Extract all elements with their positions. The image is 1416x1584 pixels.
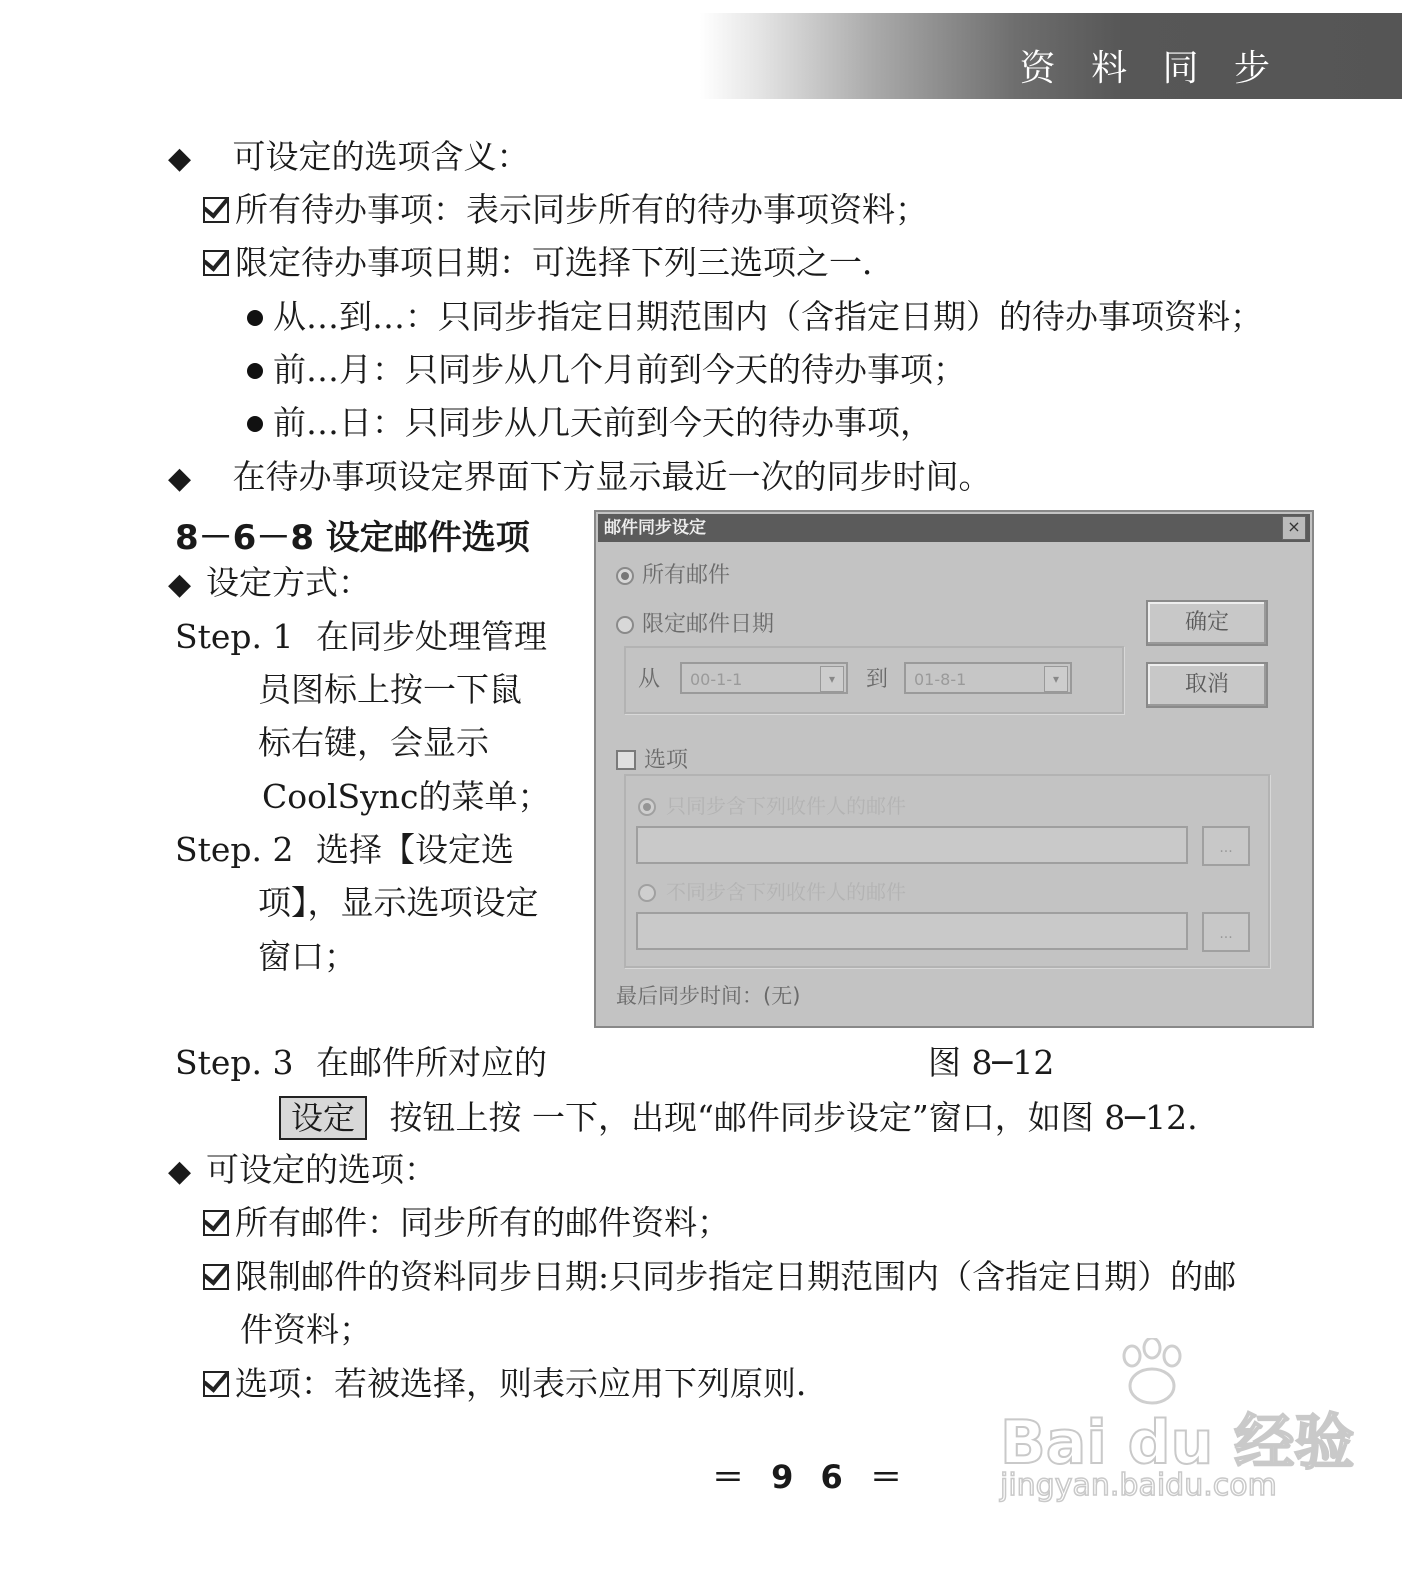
- section1-heading: 可设定的选项含义：: [232, 137, 530, 176]
- section1-bullet-3: 前…日：只同步从几天前到今天的待办事项，: [247, 403, 933, 443]
- radio-all-mail-label: 所有邮件: [642, 563, 731, 588]
- step1-line-2: 员图标上按一下鼠: [258, 670, 522, 709]
- last-sync-time: 最后同步时间：(无): [616, 984, 801, 1008]
- chapter-header-band: [700, 13, 1402, 99]
- method-heading-line: [168, 563, 371, 605]
- to-label: 到: [866, 667, 889, 692]
- section1-note: 在待办事项设定界面下方显示最近一次的同步时间。: [232, 457, 992, 496]
- from-label: 从: [638, 667, 661, 692]
- section1-bullet-1: 从…到…：只同步指定日期范围内（含指定日期）的待办事项资料；: [247, 297, 1263, 337]
- section1-heading-line: [168, 137, 530, 179]
- method-heading: 设定方式：: [206, 563, 371, 602]
- dialog-titlebar: [598, 514, 1310, 542]
- step1-label: Step. 1: [175, 617, 294, 656]
- radio-exclude-recipients[interactable]: [638, 884, 656, 902]
- date-range-group: [624, 646, 1124, 714]
- diamond-bullet-icon: ◆: [168, 567, 192, 602]
- watermark-logo: Bai du 经验: [1000, 1408, 1355, 1478]
- include-recipients-field[interactable]: [636, 826, 1188, 864]
- chevron-down-icon[interactable]: ▾: [1044, 666, 1068, 692]
- step1-line-4: CoolSync的菜单；: [262, 777, 551, 816]
- checkmark-box-icon: [203, 197, 229, 223]
- diamond-bullet-icon: ◆: [168, 141, 192, 176]
- page-number: ＝ 9 6 ＝: [712, 1458, 910, 1496]
- step2-line-3: 窗口；: [258, 937, 357, 976]
- section1-bullet-2: 前…月：只同步从几个月前到今天的待办事项；: [247, 350, 966, 390]
- close-icon[interactable]: ×: [1282, 516, 1306, 540]
- section1-note-line: [168, 457, 992, 499]
- radio-all-mail[interactable]: [616, 567, 634, 585]
- from-date-combo[interactable]: 00-1-1 ▾: [680, 662, 848, 694]
- checkmark-box-icon: [203, 1371, 229, 1397]
- inline-settings-button-illustration: 设定: [279, 1096, 367, 1140]
- exclude-browse-button[interactable]: ...: [1202, 912, 1250, 952]
- cancel-button[interactable]: 取消: [1146, 662, 1268, 708]
- section3-heading: 可设定的选项：: [206, 1150, 437, 1189]
- radio-limit-date[interactable]: [616, 616, 634, 634]
- section3-item-1: 所有邮件：同步所有的邮件资料；: [203, 1203, 730, 1243]
- radio-include-recipients[interactable]: [638, 798, 656, 816]
- section3-item-3: 选项：若被选择，则表示应用下列原则．: [203, 1364, 829, 1404]
- radio-exclude-recipients-label: 不同步含下列收件人的邮件: [666, 880, 906, 904]
- exclude-recipients-field[interactable]: [636, 912, 1188, 950]
- step2-label: Step. 2: [175, 830, 294, 869]
- section3-heading-line: [168, 1150, 437, 1192]
- include-browse-button[interactable]: ...: [1202, 826, 1250, 866]
- step2-line-1: Step. 2 选择【设定选: [175, 830, 514, 869]
- to-date-combo[interactable]: 01-8-1 ▾: [904, 662, 1072, 694]
- step1-line-1: Step. 1 在同步处理管理: [175, 617, 547, 656]
- recipient-options-group: [624, 774, 1270, 968]
- watermark-url: jingyan.baidu.com: [1000, 1468, 1277, 1503]
- checkmark-box-icon: [203, 1210, 229, 1236]
- radio-limit-date-label: 限定邮件日期: [642, 612, 775, 637]
- step3-line-1: Step. 3 在邮件所对应的: [175, 1043, 547, 1082]
- bullet-dot-icon: [247, 310, 263, 326]
- chapter-title: 资 料 同 步: [1019, 48, 1282, 89]
- step3-line-2: 设定 按钮上按 一下，出现“邮件同步设定”窗口，如图 8─12.: [279, 1096, 1198, 1140]
- section3-item-2-cont: 件资料；: [240, 1310, 372, 1349]
- step2-line-2: 项】，显示选项设定: [258, 883, 539, 922]
- diamond-bullet-icon: ◆: [168, 461, 192, 496]
- checkmark-box-icon: [203, 1264, 229, 1290]
- figure-caption: 图 8─12: [928, 1043, 1055, 1082]
- section1-item-1: 所有待办事项：表示同步所有的待办事项资料；: [203, 190, 928, 230]
- section1-item-2: 限定待办事项日期：可选择下列三选项之一．: [203, 243, 895, 283]
- dialog-title: 邮件同步设定: [604, 518, 706, 538]
- mail-sync-settings-dialog: [594, 510, 1314, 1028]
- options-checkbox[interactable]: [616, 750, 636, 770]
- section3-item-2: 限制邮件的资料同步日期:只同步指定日期范围内（含指定日期）的邮: [203, 1257, 1236, 1297]
- step3-label: Step. 3: [175, 1043, 294, 1082]
- radio-include-recipients-label: 只同步含下列收件人的邮件: [666, 794, 906, 818]
- ok-button[interactable]: 确定: [1146, 600, 1268, 646]
- checkmark-box-icon: [203, 250, 229, 276]
- options-checkbox-label: 选项: [644, 748, 689, 773]
- section-title: 8－6－8 设定邮件选项: [175, 518, 530, 558]
- diamond-bullet-icon: ◆: [168, 1154, 192, 1189]
- bullet-dot-icon: [247, 416, 263, 432]
- step1-line-3: 标右键，会显示: [258, 723, 489, 762]
- chevron-down-icon[interactable]: ▾: [820, 666, 844, 692]
- bullet-dot-icon: [247, 363, 263, 379]
